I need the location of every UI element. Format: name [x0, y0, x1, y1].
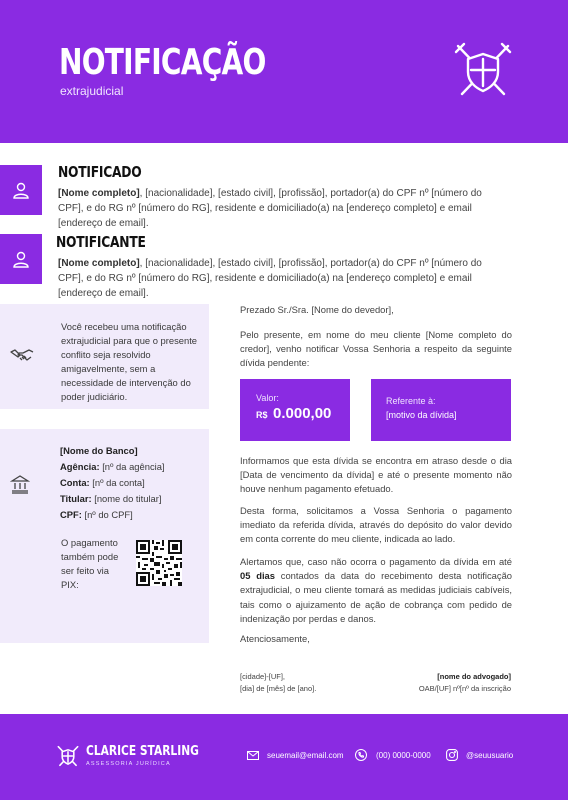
- shield-swords-icon: [56, 744, 80, 768]
- pix-text: O pagamento também pode ser feito via PIX:: [61, 537, 119, 590]
- footer-instagram[interactable]: @seuusuario: [466, 751, 514, 760]
- handshake-icon: [10, 346, 34, 366]
- notificado-details: , [nacionalidade], [estado civil], [profissão], portador(a) do CPF nº [número do CPF], e do RG nº [número do RG], residente e domiciliado(a) na [endereço completo] e email [endereço de email].: [58, 188, 482, 229]
- brand-name: CLARICE STARLING: [86, 744, 199, 759]
- place-line: [cidade]-[UF],: [240, 672, 286, 681]
- referente-box: [371, 379, 511, 441]
- document-subtitle: extrajudicial: [60, 84, 124, 98]
- notificante-icon-tab: [0, 234, 42, 284]
- phone-icon: [355, 749, 367, 761]
- letter-paragraph-3: Desta forma, solicitamos a Vossa Senhoria o pagamento imediato da referida dívida, através do depósito do valor devido em conta corrente do meu cliente, indicada ao lado.: [240, 505, 512, 545]
- user-icon: [12, 250, 30, 268]
- document-title: NOTIFICAÇÃO: [59, 42, 266, 83]
- date-line: [dia] de [mês] de [ano].: [240, 684, 317, 693]
- info-panel-text: Você recebeu uma notificação extrajudicial para que o presente conflito seja resolvido amigavelmente, sem a necessidade de intervenção do poder judiciário.: [61, 321, 198, 402]
- letter-paragraph-2: Informamos que esta dívida se encontra em atraso desde o dia [Data de vencimento da dívida] e até o presente momento não houve nenhum pagamento efetuado.: [240, 455, 512, 495]
- brand-tagline: ASSESSORIA JURÍDICA: [86, 761, 171, 767]
- letter-greeting: Prezado Sr./Sra. [Nome do devedor],: [240, 304, 394, 315]
- notificante-title: NOTIFICANTE: [56, 233, 146, 251]
- referente-label: Referente à:: [386, 396, 436, 406]
- valor-amount: 0.000,00: [273, 405, 332, 422]
- cpf-line: CPF: [nº do CPF]: [60, 509, 133, 520]
- footer-email[interactable]: seuemail@email.com: [267, 751, 344, 760]
- valor-box: [240, 379, 350, 441]
- letter-closing: Atenciosamente,: [240, 633, 310, 644]
- titular-line: Titular: [nome do titular]: [60, 493, 162, 504]
- footer-phone[interactable]: (00) 0000-0000: [376, 751, 431, 760]
- agencia-line: Agência: [nº da agência]: [60, 461, 165, 472]
- letter-intro: Pelo presente, em nome do meu cliente [Nome completo do credor], venho notificar Vossa Senhoria a respeito da seguinte dívida pendente:: [240, 329, 512, 369]
- valor-label: Valor:: [256, 393, 279, 403]
- letter-paragraph-4: Alertamos que, caso não ocorra o pagamento da dívida em até 05 dias contados da data do recebimento desta notificação extrajudicial, o meu cliente tomará as medidas judiciais cabíveis, tais como o ajuizamento de ação de cobrança com pedido de indenização por perdas e danos.: [240, 556, 512, 624]
- notificante-name: [Nome completo]: [58, 258, 140, 269]
- referente-value: [motivo da dívida]: [386, 410, 457, 420]
- notificado-icon-tab: [0, 165, 42, 215]
- shield-swords-icon: [452, 40, 514, 100]
- valor-currency: R$: [256, 410, 268, 420]
- qr-code[interactable]: [136, 540, 182, 586]
- instagram-icon: [446, 749, 458, 761]
- oab-number: OAB/[UF] nº[nº da inscrição: [418, 684, 511, 693]
- email-icon: [247, 751, 259, 760]
- bank-icon: [10, 474, 30, 494]
- bank-name: [Nome do Banco]: [60, 445, 138, 456]
- notificado-title: NOTIFICADO: [58, 163, 142, 181]
- lawyer-name: [nome do advogado]: [437, 672, 511, 681]
- notificado-text: [58, 186, 510, 231]
- conta-line: Conta: [nº da conta]: [60, 477, 145, 488]
- notificante-text: [58, 256, 510, 301]
- notificante-details: , [nacionalidade], [estado civil], [profissão], portador(a) do CPF nº [número do CPF], e do RG nº [número do RG], residente e domiciliado(a) na [endereço completo] e email [endereço de email].: [58, 258, 482, 299]
- user-icon: [12, 181, 30, 199]
- notificado-name: [Nome completo]: [58, 188, 140, 199]
